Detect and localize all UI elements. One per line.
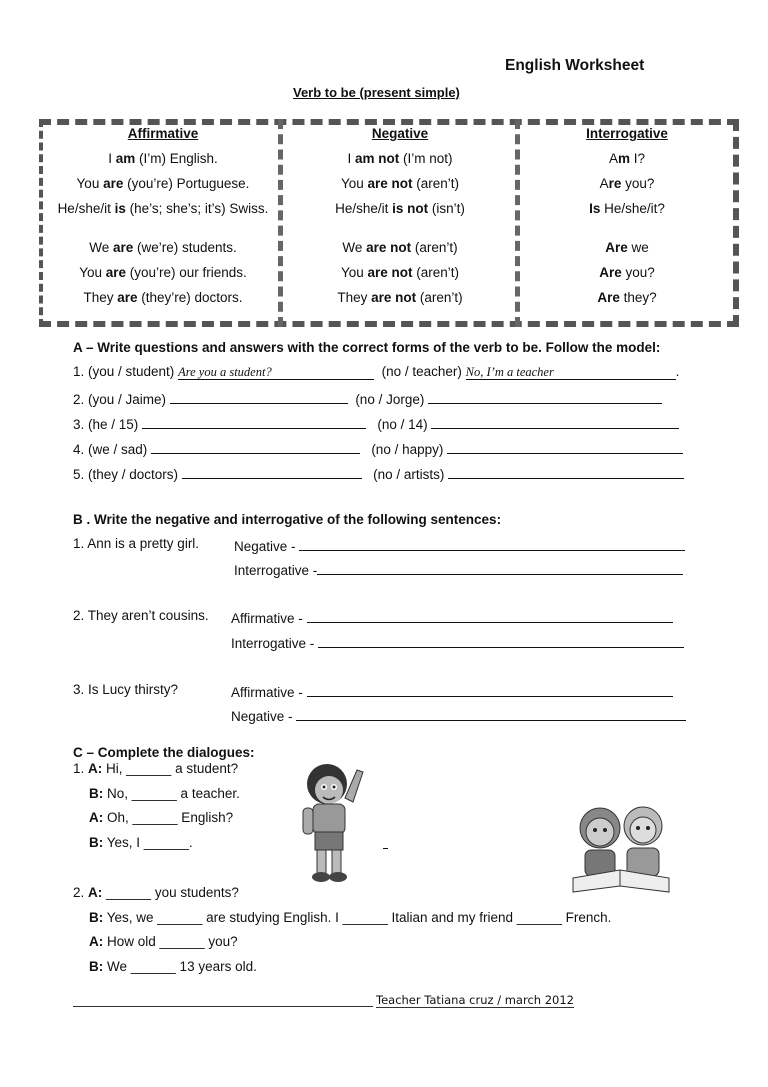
- dialogue-line: B: Yes, we ______ are studying English. I ______ Italian and my friend ______ French.: [89, 909, 612, 925]
- negative-heading: Negative: [371, 126, 429, 141]
- dialogue-line: 1. A: Hi, ______ a student?: [73, 761, 239, 776]
- section-a-item-3: [73, 414, 679, 432]
- affirmative-row: You are (you’re) Portuguese.: [76, 176, 250, 191]
- answer-field[interactable]: [317, 560, 683, 575]
- negative-column: [286, 122, 514, 310]
- affirmative-column: [48, 122, 278, 310]
- answer-field[interactable]: [182, 464, 362, 479]
- cartoon-kids-reading-illustration: [565, 800, 680, 900]
- item-prompt: (no / teacher): [381, 364, 462, 379]
- interrogative-row: Are they?: [597, 290, 657, 305]
- section-c-heading: C – Complete the dialogues:: [73, 745, 255, 760]
- section-a-item-5: [73, 464, 684, 482]
- section-b-line: [231, 706, 686, 724]
- section-a-item-2: [73, 389, 662, 407]
- item-end: .: [675, 364, 680, 379]
- answer-field[interactable]: [299, 536, 685, 551]
- item-prompt: (no / happy): [371, 442, 444, 457]
- item-prompt: 2. (you / Jaime): [73, 392, 167, 407]
- item-prompt: (no / artists): [373, 467, 445, 482]
- footer-credit-text: Teacher Tatiana cruz / march 2012: [376, 993, 574, 1007]
- affirmative-heading: Affirmative: [127, 126, 199, 141]
- dialogue-line: 2. A: ______ you students?: [73, 885, 239, 900]
- dialogue-line: A: How old ______ you?: [89, 934, 238, 949]
- negative-row: He/she/it is not (isn’t): [335, 201, 465, 216]
- answer-field[interactable]: [307, 608, 673, 623]
- section-b-line: [234, 536, 685, 554]
- cartoon-girl-illustration: [295, 760, 370, 885]
- worksheet-subtitle: Verb to be (present simple): [293, 85, 460, 100]
- transform-label: Interrogative -: [234, 563, 318, 578]
- section-b-line: [231, 608, 673, 626]
- interrogative-row: Is He/she/it?: [589, 201, 665, 216]
- answer-field[interactable]: No, I’m a teacher: [466, 365, 676, 380]
- section-b-sentence: 1. Ann is a pretty girl.: [73, 536, 200, 551]
- affirmative-row: We are (we’re) students.: [89, 240, 237, 255]
- answer-field[interactable]: [151, 439, 360, 454]
- answer-field[interactable]: [447, 439, 683, 454]
- item-prompt: (no / 14): [377, 417, 428, 432]
- item-prompt: 1. (you / student): [73, 364, 175, 379]
- column-divider: [515, 119, 520, 327]
- section-a-item-4: [73, 439, 683, 457]
- answer-field[interactable]: [307, 682, 673, 697]
- transform-label: Interrogative -: [231, 636, 315, 651]
- dialogue-line: A: Oh, ______ English?: [89, 810, 234, 825]
- section-b-heading: B . Write the negative and interrogative of the following sentences:: [73, 512, 502, 527]
- transform-label: Affirmative -: [231, 611, 303, 626]
- answer-field[interactable]: [448, 464, 684, 479]
- affirmative-row: They are (they’re) doctors.: [83, 290, 243, 305]
- interrogative-row: Am I?: [608, 151, 646, 166]
- section-b-line: [234, 560, 683, 578]
- answer-field[interactable]: Are you a student?: [178, 365, 374, 380]
- negative-row: I am not (I’m not): [347, 151, 453, 166]
- transform-label: Negative -: [234, 539, 296, 554]
- column-divider: [278, 119, 283, 327]
- answer-field[interactable]: [142, 414, 366, 429]
- interrogative-row: Are you?: [599, 265, 655, 280]
- negative-row: They are not (aren’t): [337, 290, 463, 305]
- negative-row: We are not (aren’t): [342, 240, 458, 255]
- dialogue-line: B: Yes, I ______.: [89, 834, 193, 850]
- item-prompt: (no / Jorge): [355, 392, 425, 407]
- footer-credit: [376, 993, 574, 1008]
- transform-label: Negative -: [231, 709, 293, 724]
- affirmative-row: You are (you’re) our friends.: [79, 265, 247, 280]
- section-a-item-1: [73, 364, 679, 380]
- answer-field[interactable]: [428, 389, 662, 404]
- interrogative-row: Are we: [605, 240, 649, 255]
- answer-field[interactable]: [296, 706, 686, 721]
- section-b-sentence: 3. Is Lucy thirsty?: [73, 682, 179, 697]
- transform-label: Affirmative -: [231, 685, 303, 700]
- item-prompt: 4. (we / sad): [73, 442, 148, 457]
- answer-field[interactable]: [318, 633, 684, 648]
- answer-field[interactable]: [170, 389, 348, 404]
- interrogative-heading: Interrogative: [586, 126, 668, 141]
- section-a-heading: A – Write questions and answers with the correct forms of the verb to be. Follow the model:: [73, 340, 661, 355]
- item-prompt: 3. (he / 15): [73, 417, 139, 432]
- negative-row: You are not (aren’t): [340, 176, 460, 191]
- section-b-sentence: 2. They aren’t cousins.: [73, 608, 209, 623]
- negative-row: You are not (aren’t): [340, 265, 460, 280]
- dialogue-line: B: We ______ 13 years old.: [89, 958, 257, 974]
- section-b-line: [231, 633, 684, 651]
- dialogue-line: B: No, ______ a teacher.: [89, 785, 240, 801]
- section-b-line: [231, 682, 673, 700]
- interrogative-row: Are you?: [599, 176, 655, 191]
- footer-rule: [73, 1006, 373, 1007]
- item-prompt: 5. (they / doctors): [73, 467, 179, 482]
- affirmative-row: He/she/it is (he’s; she’s; it’s) Swiss.: [57, 201, 269, 216]
- answer-field[interactable]: [431, 414, 679, 429]
- affirmative-row: I am (I’m) English.: [108, 151, 218, 166]
- interrogative-column: [522, 122, 732, 310]
- worksheet-title: English Worksheet: [505, 57, 645, 74]
- stray-mark: [383, 848, 388, 849]
